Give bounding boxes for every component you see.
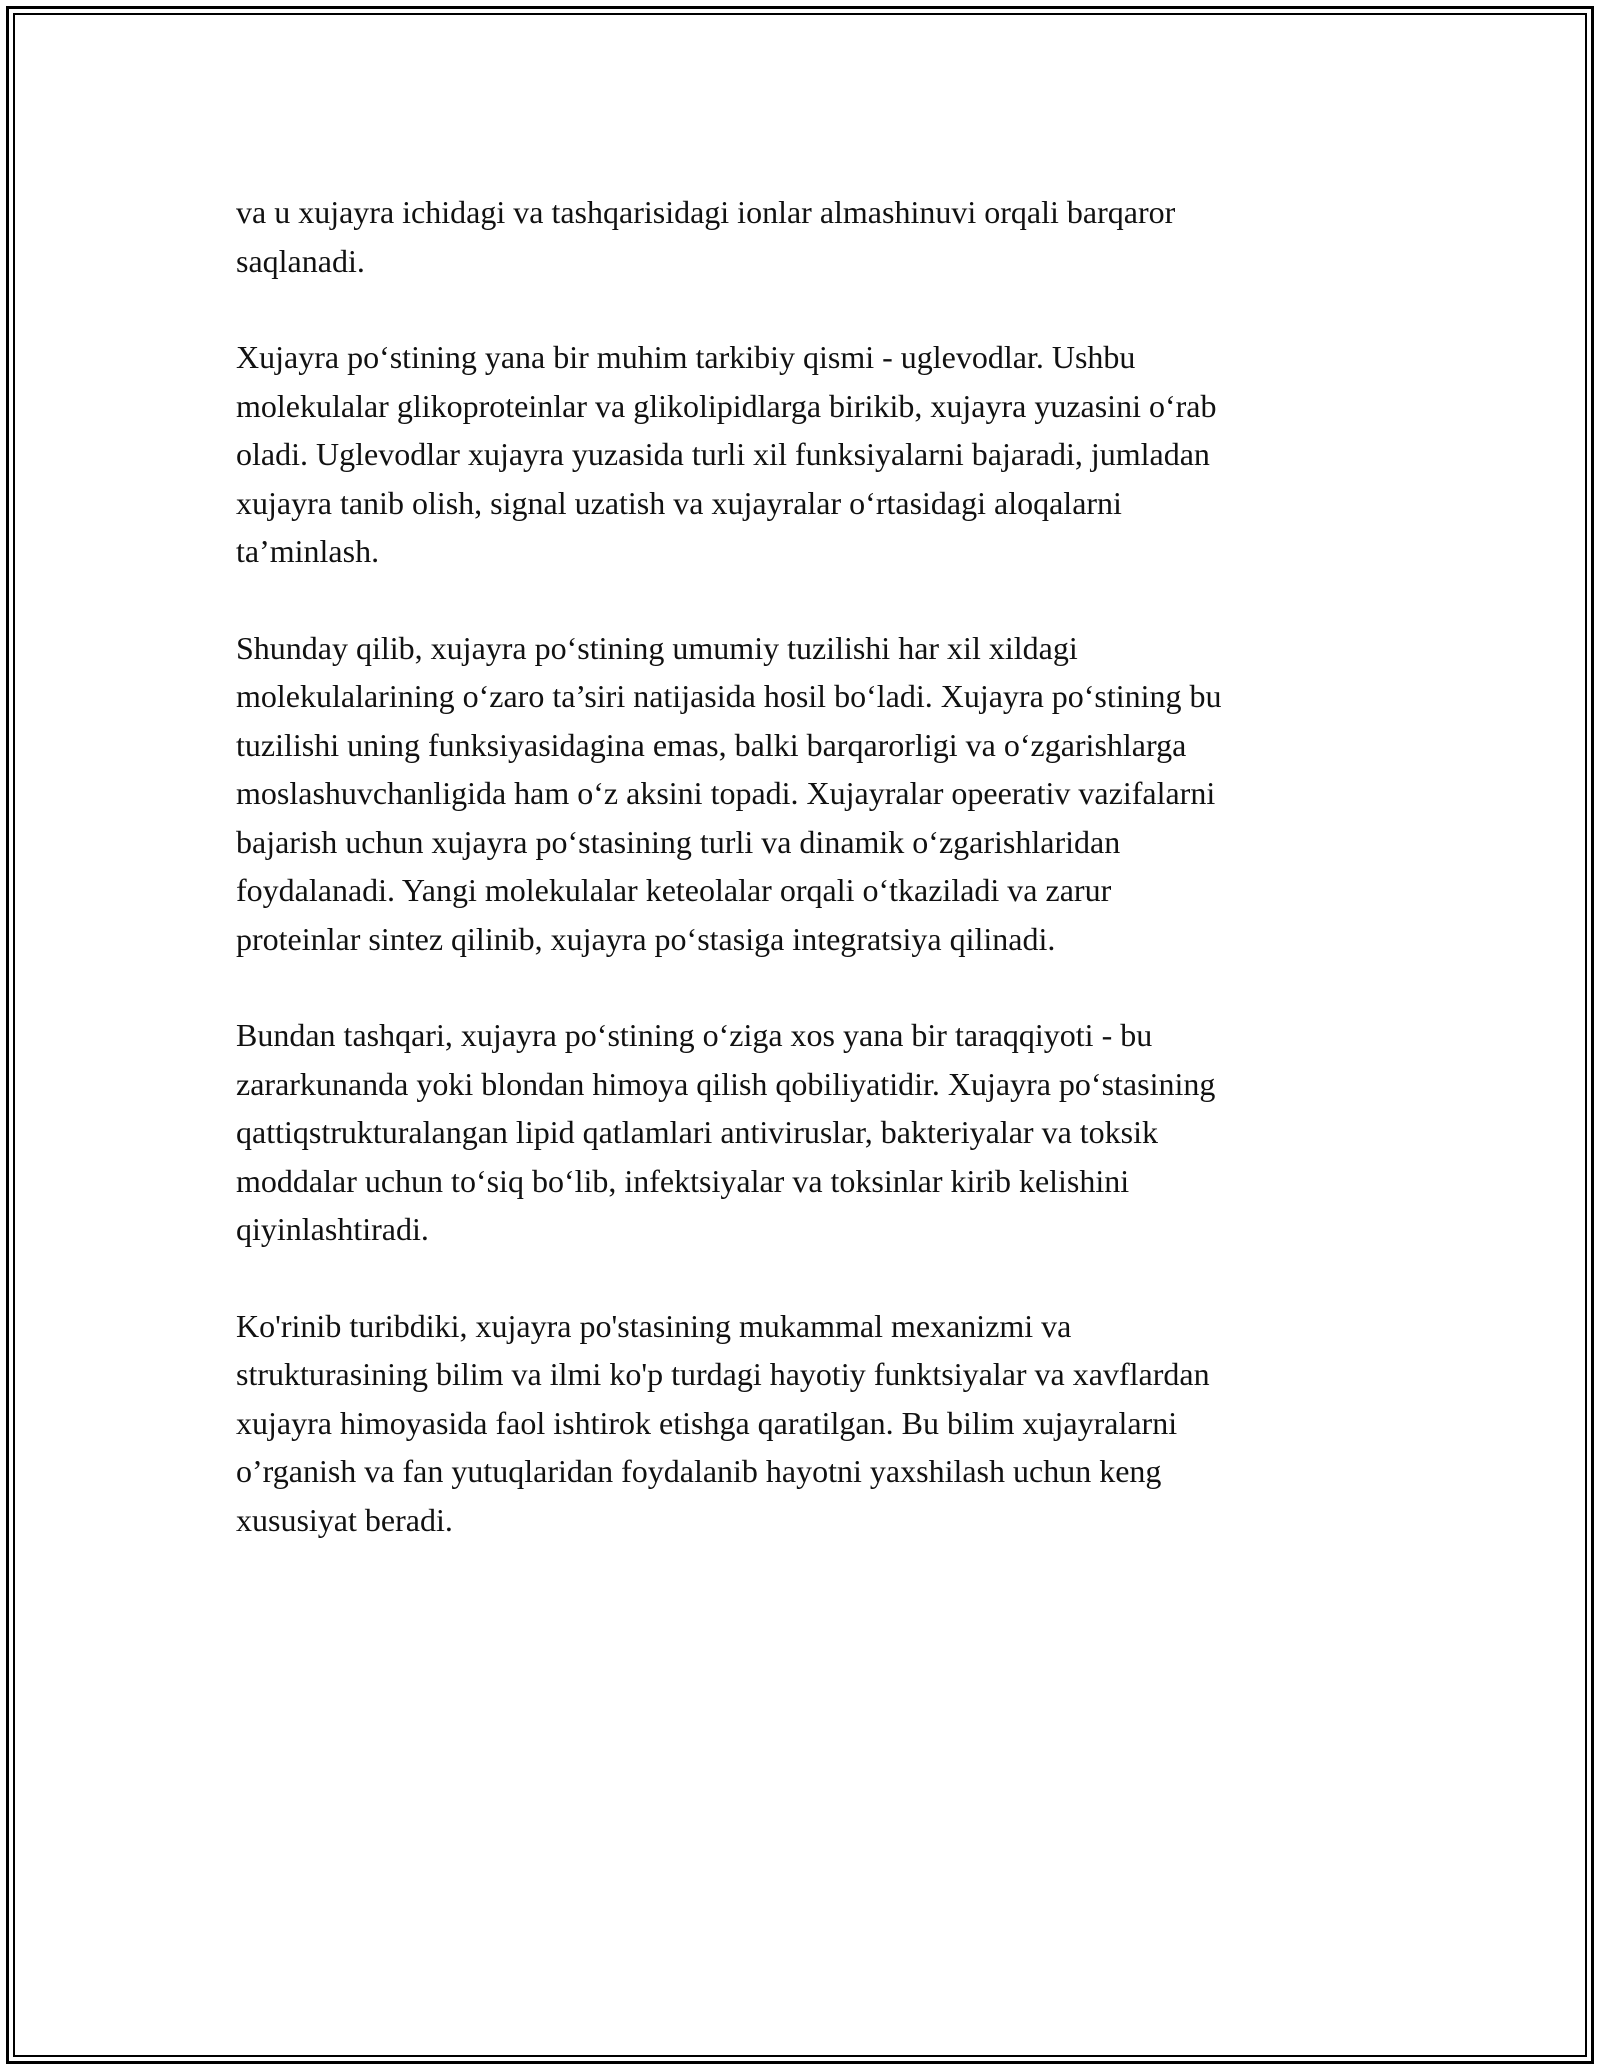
text-line: proteinlar sintez qilinib, xujayra po‘stasiga integratsiya qilinadi. xyxy=(236,920,1056,957)
text-line: Shunday qilib, xujayra po‘stining umumiy tuzilishi har xil xildagi xyxy=(236,629,1078,666)
text-line: qattiqstrukturalangan lipid qatlamlari antiviruslar, bakteriyalar va toksik xyxy=(236,1114,1158,1150)
text-line: molekulalar glikoproteinlar va glikolipidlarga birikib, xujayra yuzasini o‘rab xyxy=(236,387,1217,424)
text-line: molekulalarining o‘zaro ta’siri natijasida hosil bo‘ladi. Xujayra po‘stining bu xyxy=(236,678,1222,714)
text-line: moddalar uchun to‘siq bo‘lib, infektsiyalar va toksinlar kirib kelishini xyxy=(236,1162,1130,1199)
text-line: bajarish uchun xujayra po‘stasining turli va dinamik o‘zgarishlaridan xyxy=(236,823,1121,860)
paragraph xyxy=(236,333,1386,576)
document-body xyxy=(236,188,1386,1592)
text-line: oladi. Uglevodlar xujayra yuzasida turli xil funksiyalarni bajaradi, jumladan xyxy=(236,436,1210,472)
text-line: moslashuvchanligida ham o‘z aksini topadi. Xujayralar opeerativ vazifalarni xyxy=(236,775,1216,811)
text-line: Bundan tashqari, xujayra po‘stining o‘ziga xos yana bir taraqqiyoti - bu xyxy=(236,1017,1153,1053)
text-line: xujayra himoyasida faol ishtirok etishga qaratilgan. Bu bilim xujayralarni xyxy=(236,1404,1178,1441)
text-line: tuzilishi uning funksiyasidagina emas, balki barqarorligi va o‘zgarishlarga xyxy=(236,726,1187,763)
paragraph xyxy=(236,1302,1386,1545)
paragraph xyxy=(236,188,1386,285)
text-line: xususiyat beradi. xyxy=(236,1501,453,1538)
text-line: va u xujayra ichidagi va tashqarisidagi ionlar almashinuvi orqali barqaror xyxy=(236,194,1176,230)
paragraph xyxy=(236,624,1386,964)
text-line: foydalanadi. Yangi molekulalar keteolalar orqali o‘tkaziladi va zarur xyxy=(236,872,1112,908)
text-line: xujayra tanib olish, signal uzatish va xujayralar o‘rtasidagi aloqalarni xyxy=(236,484,1122,521)
text-line: Ko'rinib turibdiki, xujayra po'stasining mukammal mexanizmi va xyxy=(236,1307,1072,1344)
text-line: qiyinlashtiradi. xyxy=(236,1211,429,1247)
text-line: Xujayra po‘stining yana bir muhim tarkibiy qismi - uglevodlar. Ushbu xyxy=(236,339,1136,375)
text-line: zararkunanda yoki blondan himoya qilish qobiliyatidir. Xujayra po‘stasining xyxy=(236,1065,1216,1102)
text-line: o’rganish va fan yutuqlaridan foydalanib hayotni yaxshilash uchun keng xyxy=(236,1453,1162,1489)
text-line: strukturasining bilim va ilmi ko'p turdagi hayotiy funktsiyalar va xavflardan xyxy=(236,1356,1210,1392)
text-line: saqlanadi. xyxy=(236,242,365,279)
text-line: ta’minlash. xyxy=(236,533,380,569)
paragraph xyxy=(236,1011,1386,1254)
